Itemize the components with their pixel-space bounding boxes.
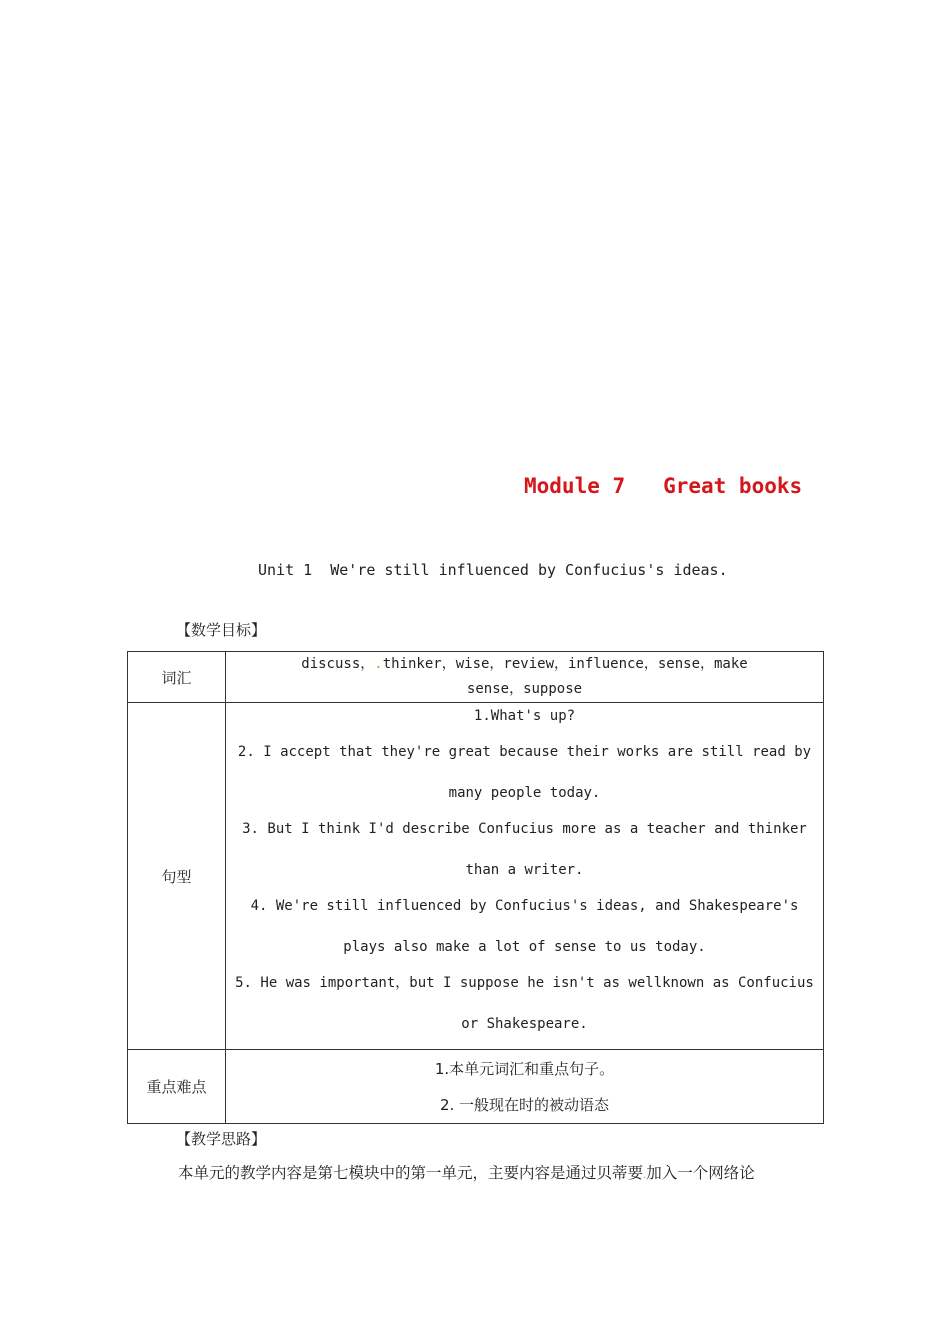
ideas-heading: 【教学思路】 [176,1130,267,1148]
vocab-content [226,652,824,703]
sentence-5: 5. He was important，but I suppose he isn't as wellknown as Confucius or Shakespeare. [235,975,814,1032]
sentence-1: 1.What's up? [473,708,576,724]
vocab-dot: . [374,656,383,672]
page-title: Module 7 Great books [524,474,803,498]
vocab-line1-b: thinker，wise，review，influence，sense，make [382,656,748,672]
table-row-sentences [128,703,824,1050]
paragraph-part2: 加入一个网络论 [646,1164,755,1182]
paragraph-dot: . [643,1170,647,1181]
goals-heading: 【数学目标】 [176,621,267,639]
key-points-content [226,1050,824,1124]
key-point-1: 1.本单元词汇和重点句子。 [434,1059,615,1078]
vocab-line1-a: discuss， [301,656,375,672]
table-row-vocab [128,652,824,703]
sentence-2: 2. I accept that they're great because their works are still read by many people today. [237,744,812,801]
table-row-key-points [128,1050,824,1124]
teaching-paragraph [178,1161,818,1183]
vocab-line2: sense，suppose [466,681,583,697]
key-point-2: 2. 一般现在时的被动语态 [439,1095,610,1114]
vocab-label: 词汇 [128,652,226,703]
sentences-content [226,703,824,1050]
sentence-3: 3. But I think I'd describe Confucius more as a teacher and thinker than a writer. [242,821,807,878]
key-points-label: 重点难点 [128,1050,226,1124]
sentence-4: 4. We're still influenced by Confucius's ideas, and Shakespeare's plays also make a lot of sense to us today. [250,898,799,955]
unit-title: Unit 1 We're still influenced by Confucius's ideas. [258,561,728,579]
paragraph-part1: 本单元的教学内容是第七模块中的第一单元，主要内容是通过贝蒂要 [178,1164,644,1182]
sentences-label: 句型 [128,703,226,1050]
goals-table [127,651,824,1124]
